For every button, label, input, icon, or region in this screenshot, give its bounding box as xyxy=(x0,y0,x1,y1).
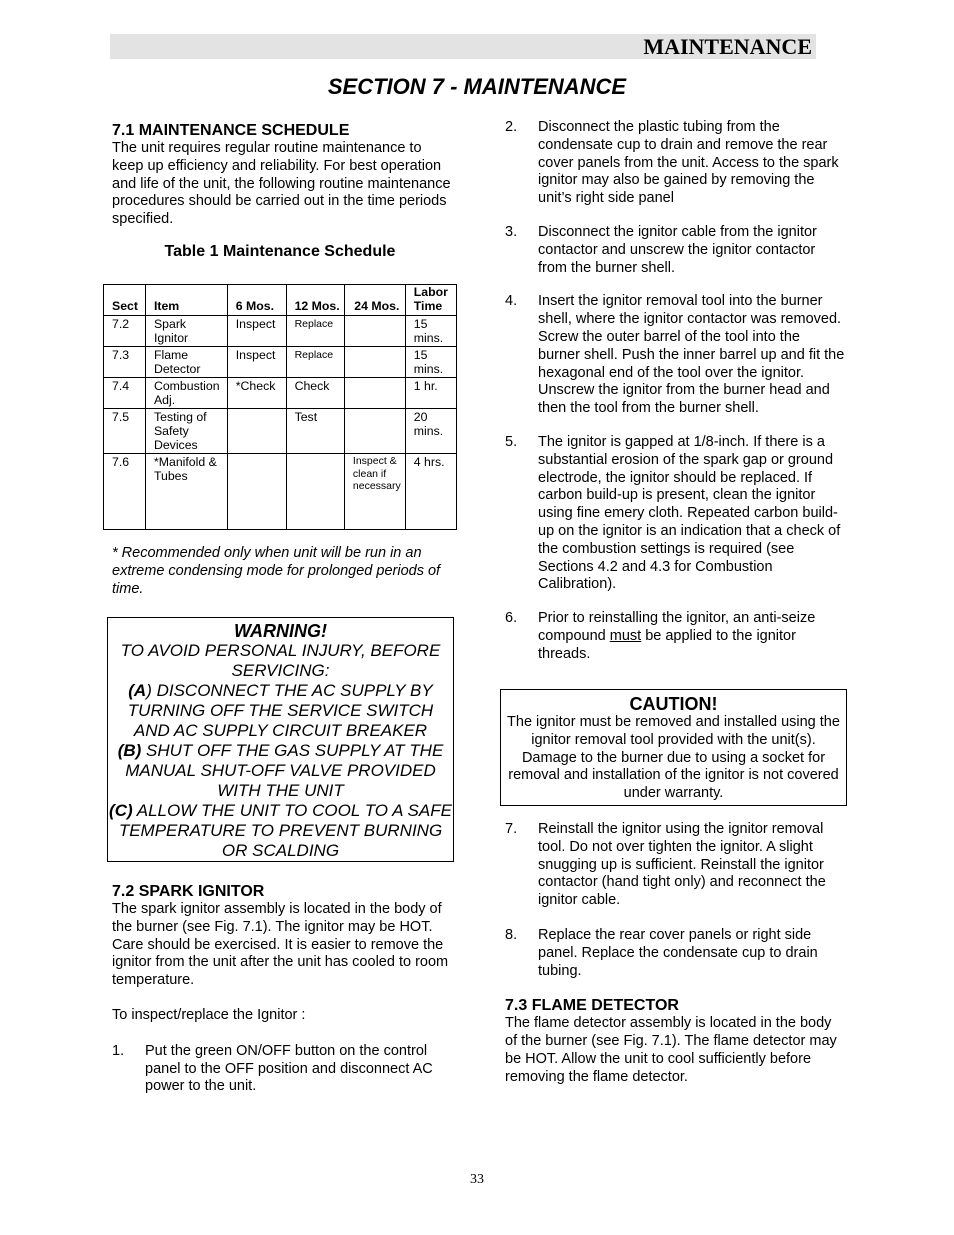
table-cell xyxy=(344,347,405,378)
step-text-underline: must xyxy=(609,627,642,644)
warning-item-b xyxy=(108,741,453,801)
table-cell: Inspect xyxy=(227,347,286,378)
table-cell: Inspect xyxy=(227,316,286,347)
table-header-cell: 6 Mos. xyxy=(227,285,286,316)
step-number: 5. xyxy=(505,433,518,450)
right-column-bottom xyxy=(505,821,845,1087)
step-text: Disconnect the ignitor cable from the ignitor contactor and unscrew the ignitor contactor from the burner shell. xyxy=(538,223,817,276)
table-row xyxy=(104,454,457,530)
table-cell xyxy=(227,454,286,530)
caution-text: The ignitor must be removed and installed using the ignitor removal tool provided with the unit(s). Damage to the burner due to using a socket for removal and installation of the ignitor is not covered under warranty. xyxy=(507,714,840,802)
step-text-before: Prior to reinstalling the ignitor, an anti-seize compound xyxy=(538,610,816,644)
table-cell: 7.4 xyxy=(104,378,146,409)
warning-c-text: ALLOW THE UNIT TO COOL TO A SAFE TEMPERATURE TO PREVENT BURNING OR SCALDING xyxy=(118,801,452,860)
step-text: Insert the ignitor removal tool into the burner shell, where the ignitor contactor was removed. Screw the outer barrel of the tool into the burner shell. Push the inner barrel up and fit the hexagonal end of the tool over the ignitor. Unscrew the ignitor from the burner head and then the tool from the burner shell. xyxy=(538,293,845,417)
table-cell xyxy=(344,409,405,454)
step-number: 3. xyxy=(505,223,518,240)
table-cell: Test xyxy=(286,409,344,454)
section-7-2 xyxy=(112,882,452,1096)
table-cell: 1 hr. xyxy=(405,378,456,409)
table-cell: 7.6 xyxy=(104,454,146,530)
step-number: 7. xyxy=(505,821,518,837)
table-header-cell: Item xyxy=(145,285,227,316)
right-column-top xyxy=(505,119,845,664)
table-row xyxy=(104,409,457,454)
warning-a-label: (A xyxy=(128,681,147,700)
step-item xyxy=(505,434,845,594)
step-text xyxy=(538,610,815,662)
caution-title: CAUTION! xyxy=(629,694,718,714)
warning-c-label: (C) xyxy=(109,801,133,820)
table-cell xyxy=(344,316,405,347)
step-item xyxy=(505,224,845,277)
step-number: 4. xyxy=(505,293,518,310)
table-cell: *Check xyxy=(227,378,286,409)
section-7-1-heading: 7.1 MAINTENANCE SCHEDULE xyxy=(112,122,350,139)
caution-box xyxy=(500,689,847,806)
step-text: Replace the rear cover panels or right side panel. Replace the condensate cup to drain tubing. xyxy=(538,926,818,979)
step-number: 8. xyxy=(505,926,518,943)
step-item xyxy=(505,610,845,663)
table-cell: Check xyxy=(286,378,344,409)
table-cell: 4 hrs. xyxy=(405,454,456,530)
warning-item-a xyxy=(108,681,453,741)
section-title: SECTION 7 - MAINTENANCE xyxy=(327,74,627,99)
table-header-row xyxy=(104,285,457,316)
maintenance-schedule-table xyxy=(103,284,457,530)
step-item xyxy=(112,1043,457,1096)
table-cell: Combustion Adj. xyxy=(145,378,227,409)
warning-b-text: SHUT OFF THE GAS SUPPLY AT THE MANUAL SHUT-OFF VALVE PROVIDED WITH THE UNIT xyxy=(125,741,444,800)
table-cell: 20 mins. xyxy=(405,409,456,454)
step-number: 2. xyxy=(505,119,518,135)
section-7-2-heading: 7.2 SPARK IGNITOR xyxy=(112,883,265,900)
table-footnote: * Recommended only when unit will be run in an extreme condensing mode for prolonged periods of time. xyxy=(112,545,441,597)
table-caption: Table 1 Maintenance Schedule xyxy=(164,243,396,260)
table-cell: 15 mins. xyxy=(405,316,456,347)
table-cell xyxy=(344,378,405,409)
step-item xyxy=(505,821,845,910)
warning-title: WARNING! xyxy=(234,621,327,641)
section-7-2-body: The spark ignitor assembly is located in the body of the burner (see Fig. 7.1). The ignitor may be HOT. Care should be exercised. It is easier to remove the ignitor from the unit after the unit has cooled to room temperature. xyxy=(112,901,449,989)
step-item xyxy=(505,293,845,418)
table-header-cell: 24 Mos. xyxy=(344,285,405,316)
table-cell: Testing of Safety Devices xyxy=(145,409,227,454)
table-header-cell: Sect xyxy=(104,285,146,316)
step-item xyxy=(505,119,845,208)
table-header-cell: Labor Time xyxy=(405,285,456,316)
section-7-1-body: The unit requires regular routine maintenance to keep up efficiency and reliability. For best operation and life of the unit, the following routine maintenance procedures should be carried out in the time periods specified. xyxy=(112,140,451,228)
step-number: 1. xyxy=(112,1042,125,1059)
table-cell xyxy=(286,454,344,530)
table-cell: 15 mins. xyxy=(405,347,456,378)
table-cell: 7.3 xyxy=(104,347,146,378)
warning-b-label: (B) xyxy=(117,741,142,760)
warning-a-text: ) DISCONNECT THE AC SUPPLY BY TURNING OFF THE SERVICE SWITCH AND AC SUPPLY CIRCUIT BREAKER xyxy=(127,681,434,740)
inspect-intro: To inspect/replace the Ignitor : xyxy=(112,1006,306,1023)
step-text: Reinstall the ignitor using the ignitor removal tool. Do not over tighten the ignitor. A slight snugging up is sufficient. Reinstall the ignitor contactor (hand tight only) and reconnect the ignitor cable. xyxy=(538,821,826,909)
table-row xyxy=(104,347,457,378)
table-cell: 7.2 xyxy=(104,316,146,347)
left-column-top xyxy=(112,121,452,229)
warning-box xyxy=(107,617,454,862)
step-text: The ignitor is gapped at 1/8-inch. If there is a substantial erosion of the spark gap or ground electrode, the ignitor should be replaced. If carbon build-up is present, clean the ignitor using fine emery cloth. Repeated carbon build-up on the ignitor is an indication that a check of the combustion settings is required (see Sections 4.2 and 4.3 for Combustion Calibration). xyxy=(538,433,841,593)
warning-item-c xyxy=(108,801,453,861)
header-title: MAINTENANCE xyxy=(643,34,812,59)
table-cell xyxy=(227,409,286,454)
table-cell: Inspect & clean if necessary xyxy=(344,454,405,530)
table-row xyxy=(104,378,457,409)
section-7-3-heading: 7.3 FLAME DETECTOR xyxy=(505,997,679,1015)
table-cell: Replace xyxy=(286,347,344,378)
table-cell: Spark Ignitor xyxy=(145,316,227,347)
step-text: Disconnect the plastic tubing from the condensate cup to drain and remove the rear cover panels from the unit. Access to the spark ignitor may also be gained by removing the unit’s right side panel xyxy=(538,119,839,207)
table-row xyxy=(104,316,457,347)
step-text: Put the green ON/OFF button on the control panel to the OFF position and disconnect AC power to the unit. xyxy=(145,1042,433,1095)
warning-intro: TO AVOID PERSONAL INJURY, BEFORE SERVICING: xyxy=(120,641,441,680)
table-cell: Replace xyxy=(286,316,344,347)
table-cell: Flame Detector xyxy=(145,347,227,378)
page-number: 33 xyxy=(470,1172,484,1187)
table-cell: 7.5 xyxy=(104,409,146,454)
step-item xyxy=(505,927,845,980)
section-7-3-body: The flame detector assembly is located in the body of the burner (see Fig. 7.1). The flame detector may be HOT. Allow the unit to cool sufficiently before removing the flame detector. xyxy=(505,1015,837,1085)
step-number: 6. xyxy=(505,610,518,627)
table-header-cell: 12 Mos. xyxy=(286,285,344,316)
table-cell: *Manifold & Tubes xyxy=(145,454,227,530)
step-text-after: be applied to the ignitor threads. xyxy=(538,627,796,662)
